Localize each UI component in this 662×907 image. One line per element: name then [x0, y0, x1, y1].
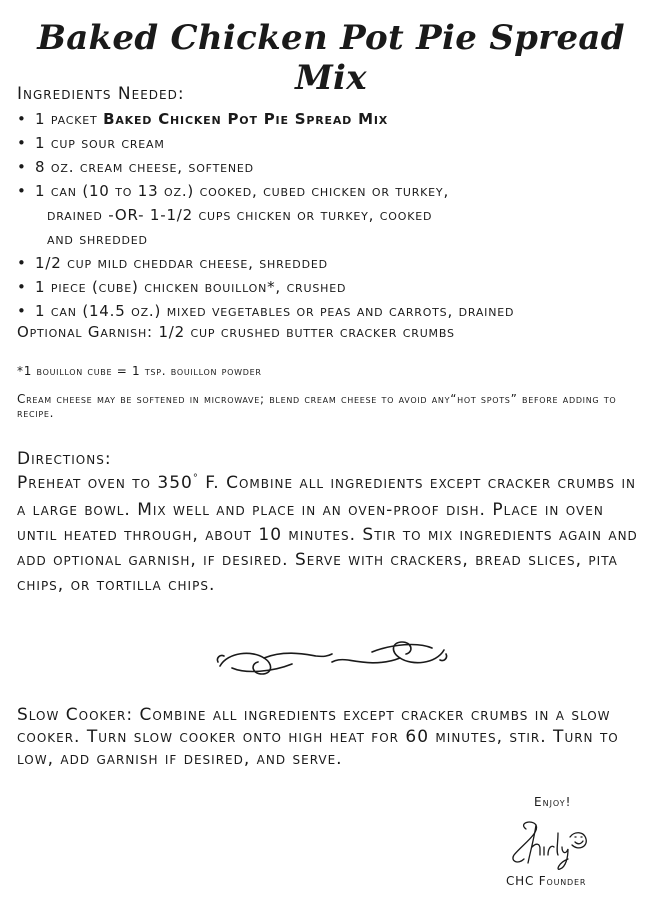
ingredient-line: drained -OR- 1-1/2 cups chicken or turkey, cooked — [47, 206, 433, 224]
ingredient-item: • 1 piece (cube) chicken bouillon*, crushed — [17, 275, 647, 299]
ingredient-item — [17, 179, 647, 251]
ingredient-prefix: 1 packet — [35, 110, 104, 128]
ingredient-item: • 1/2 cup mild cheddar cheese, shredded — [17, 251, 647, 275]
ingredient-item: • 8 oz. cream cheese, softened — [17, 155, 647, 179]
founder-title: CHC Founder — [506, 874, 587, 888]
ingredient-item: • 1 can (14.5 oz.) mixed vegetables or peas and carrots, drained — [17, 299, 647, 323]
ingredient-item — [17, 107, 647, 131]
ingredients-heading: Ingredients Needed: — [17, 84, 185, 104]
directions-heading: Directions: — [17, 449, 112, 469]
directions-text — [17, 471, 647, 598]
enjoy-text: Enjoy! — [534, 795, 572, 809]
handwritten-signature — [508, 815, 598, 873]
ingredient-line: and shredded — [47, 230, 148, 248]
ingredients-list — [17, 107, 647, 323]
bouillon-note: *1 bouillon cube = 1 tsp. bouillon powder — [17, 364, 262, 378]
recipe-title: Baked Chicken Pot Pie Spread Mix — [37, 18, 625, 98]
ingredient-product-name: Baked Chicken Pot Pie Spread Mix — [103, 110, 389, 128]
degree-symbol: ° — [192, 473, 199, 484]
ingredient-line: 1 can (10 to 13 oz.) cooked, cubed chicken or turkey, — [35, 182, 450, 200]
slow-cooker-text: Slow Cooker: Combine all ingredients except cracker crumbs in a slow cooker. Turn slow cooker onto high heat for 60 minutes, stir. Turn to low, add garnish if desired, and serve. — [17, 705, 619, 769]
directions-text-rest: F. Combine all ingredients except cracker crumbs in a large bowl. Mix well and place in an oven-proof dish. Place in oven until heated through, about 10 minutes. Stir to mix ingredients again and add optional garnish, if desired. Serve with crackers, bread slices, pita chips, or tortilla chips. — [17, 473, 638, 595]
optional-garnish: Optional Garnish: 1/2 cup crushed butter cracker crumbs — [17, 323, 455, 341]
cream-cheese-note: Cream cheese may be softened in microwave; blend cream cheese to avoid any“hot spots” before adding to recipe. — [17, 392, 617, 420]
directions-text-start: Preheat oven to 350 — [17, 473, 193, 493]
ingredient-item: • 1 cup sour cream — [17, 131, 647, 155]
scroll-flourish-icon — [212, 632, 452, 684]
